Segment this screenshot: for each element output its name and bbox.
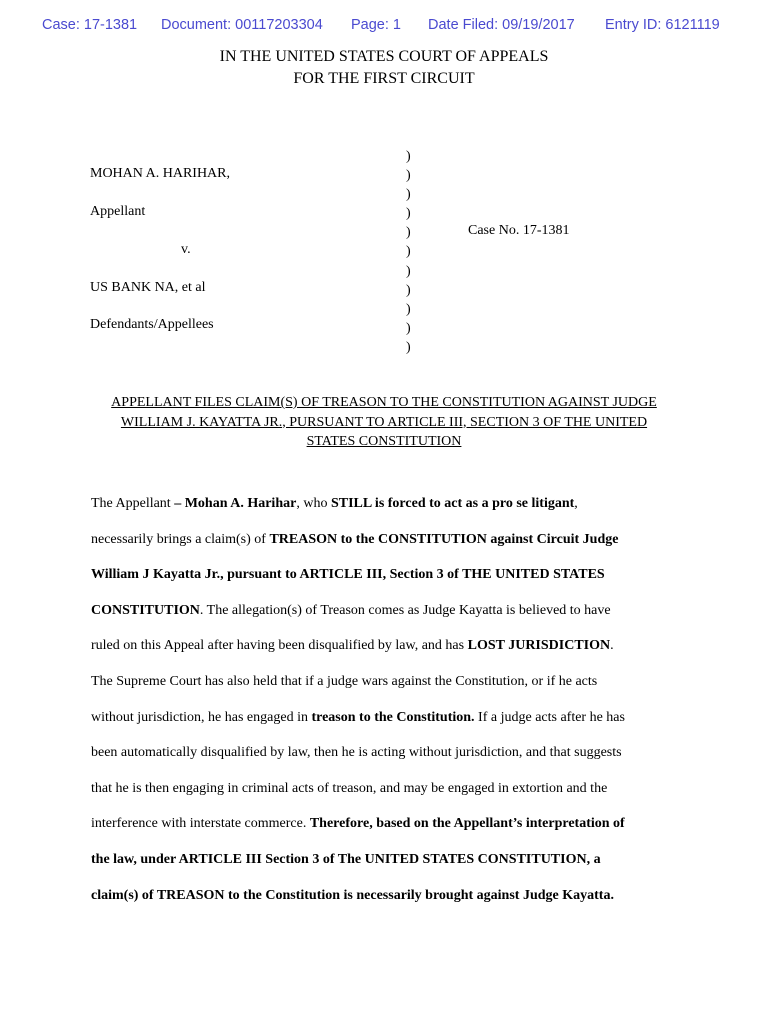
versus-label: v.: [181, 242, 191, 257]
text-run: without jurisdiction, he has engaged in: [91, 709, 312, 725]
text-run-bold: CONSTITUTION: [91, 602, 200, 618]
text-run-bold: William J Kayatta Jr., pursuant to ARTICLE III, Section 3 of THE UNITED STATES: [91, 567, 605, 583]
caption-paren: ): [406, 339, 411, 355]
court-name: IN THE UNITED STATES COURT OF APPEALS: [219, 48, 549, 65]
body-line: [91, 842, 691, 878]
text-run: . The allegation(s) of Treason comes as Judge Kayatta is believed to have: [199, 602, 611, 618]
document-title: [80, 393, 688, 452]
text-run: interference with interstate commerce.: [91, 816, 310, 832]
ecf-entry-id: Entry ID: 6121119: [605, 17, 720, 33]
ecf-date-filed: Date Filed: 09/19/2017: [428, 17, 575, 33]
text-run-bold: Therefore, based on the Appellant’s interpretation of: [309, 816, 625, 832]
court-circuit: FOR THE FIRST CIRCUIT: [293, 70, 475, 87]
caption-paren: ): [406, 263, 411, 279]
appellee-name: US BANK NA, et al: [90, 280, 206, 295]
caption-paren: ): [406, 225, 411, 241]
body-line: [91, 486, 691, 522]
caption-paren: ): [406, 168, 411, 184]
body-line: [91, 628, 691, 664]
text-run: ruled on this Appeal after having been disqualified by law, and has: [91, 638, 468, 654]
body-line: [91, 878, 691, 914]
text-run-bold: claim(s) of TREASON to the Constitution is necessarily brought against Judge Kayatta.: [91, 887, 614, 903]
text-run-bold: TREASON to the CONSTITUTION against Circuit Judge: [269, 531, 619, 547]
ecf-header: [0, 17, 768, 37]
text-run: The Appellant: [91, 496, 175, 511]
court-heading: [0, 46, 768, 90]
text-run-bold: the law, under ARTICLE III Section 3 of The UNITED STATES CONSTITUTION, a: [91, 851, 601, 867]
text-run-bold: treason to the Constitution.: [311, 709, 475, 725]
title-line: APPELLANT FILES CLAIM(S) OF TREASON TO THE CONSTITUTION AGAINST JUDGE: [111, 395, 657, 410]
ecf-case-number: Case: 17-1381: [42, 17, 138, 33]
body-line: [91, 700, 691, 736]
title-line: STATES CONSTITUTION: [306, 434, 462, 449]
ecf-document-number: Document: 00117203304: [161, 17, 323, 33]
body-paragraph: [91, 486, 691, 913]
text-run: ,: [574, 496, 578, 511]
caption-divider: [406, 147, 411, 357]
body-line: that he is then engaging in criminal acts of treason, and may be engaged in extortion and the: [91, 780, 608, 796]
text-run-bold: STILL is forced to act as a pro se litigant: [330, 496, 575, 511]
body-line: [91, 806, 691, 842]
body-line: The Supreme Court has also held that if a judge wars against the Constitution, or if he acts: [91, 673, 598, 689]
body-line: [91, 522, 691, 558]
ecf-page-number: Page: 1: [351, 17, 401, 33]
appellee-role: Defendants/Appellees: [90, 317, 214, 332]
caption-paren: ): [406, 187, 411, 203]
body-line: been automatically disqualified by law, then he is acting without jurisdiction, and that suggests: [91, 745, 622, 761]
text-run-bold: LOST JURISDICTION: [467, 638, 611, 654]
body-line: [91, 593, 691, 629]
caption-paren: ): [406, 149, 411, 164]
text-run: , who: [296, 496, 331, 511]
text-run: .: [610, 638, 614, 654]
case-number: Case No. 17-1381: [468, 223, 570, 238]
text-run-bold: – Mohan A. Harihar: [174, 496, 297, 511]
body-line: [91, 557, 691, 593]
caption-paren: ): [406, 244, 411, 260]
caption-paren: ): [406, 282, 411, 298]
caption-paren: ): [406, 206, 411, 222]
caption-paren: ): [406, 320, 411, 336]
appellant-name: MOHAN A. HARIHAR,: [90, 166, 231, 181]
text-run: necessarily brings a claim(s) of: [91, 531, 270, 547]
appellant-role: Appellant: [90, 204, 146, 219]
caption-paren: ): [406, 301, 411, 317]
title-line: WILLIAM J. KAYATTA JR., PURSUANT TO ARTICLE III, SECTION 3 OF THE UNITED: [120, 414, 648, 430]
text-run: If a judge acts after he has: [474, 709, 625, 725]
